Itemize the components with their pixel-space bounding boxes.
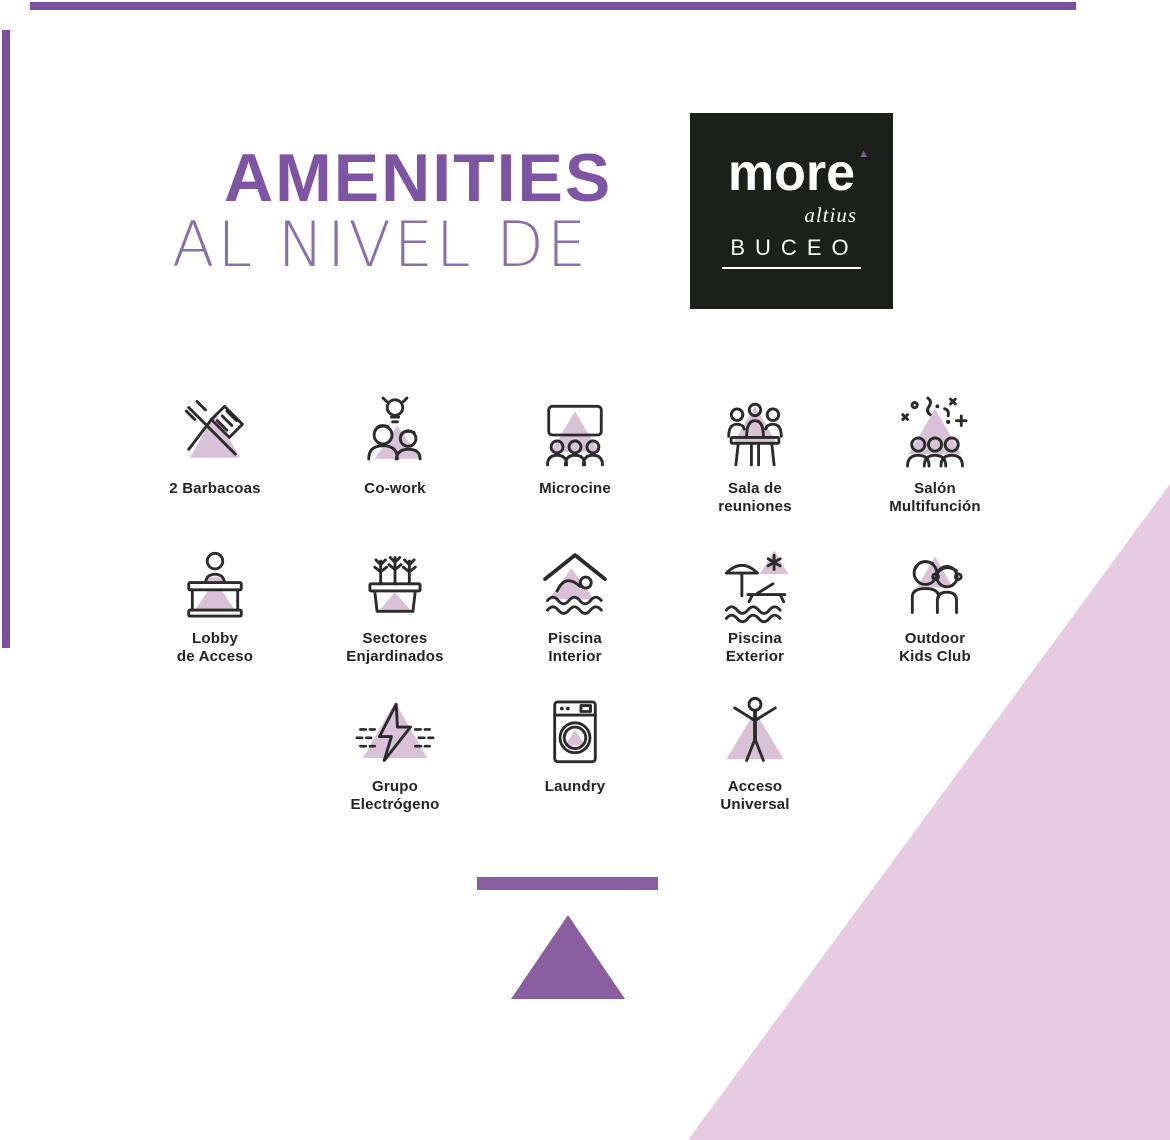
amenity-label-line: Piscina [728, 630, 782, 647]
left-accent-bar [2, 30, 10, 648]
kids-club-icon [892, 542, 978, 628]
amenity-label-line: Salón [914, 480, 956, 497]
amenity-label [346, 630, 443, 666]
amenity-item [485, 690, 665, 814]
generator-icon [352, 690, 438, 776]
logo-more-wordmark: more ▲ [727, 144, 870, 202]
amenity-label-line: Interior [548, 648, 602, 665]
amenity-item [125, 542, 305, 690]
amenity-label [889, 480, 981, 516]
amenity-label [364, 480, 425, 498]
meeting-room-icon [712, 392, 798, 478]
amenity-item [845, 542, 1025, 690]
amenity-label-line: Grupo [371, 778, 418, 795]
amenity-item [305, 690, 485, 814]
amenity-label-line: Microcine [539, 480, 611, 497]
amenity-label-line: Kids Club [899, 648, 971, 665]
amenity-label [351, 778, 440, 814]
divider-bar [477, 877, 658, 890]
outdoor-pool-icon [712, 542, 798, 628]
amenity-item [125, 392, 305, 542]
indoor-pool-icon [532, 542, 618, 628]
top-accent-bar [30, 2, 1076, 10]
cowork-icon [352, 392, 438, 478]
logo-triangle-icon: ▲ [858, 148, 870, 160]
brand-triangle [511, 915, 625, 999]
universal-access-icon [712, 690, 798, 776]
microcine-icon [532, 392, 618, 478]
amenity-item [665, 392, 845, 542]
amenity-label [169, 480, 260, 498]
amenity-label-line: Piscina [548, 630, 602, 647]
logo-altius-wordmark: altius [804, 203, 857, 227]
amenity-item [305, 542, 485, 690]
lobby-icon [172, 542, 258, 628]
amenity-label-line: Electrógeno [350, 796, 440, 813]
amenity-item [665, 690, 845, 814]
multipurpose-room-icon [892, 392, 978, 478]
amenity-label-line: Sala de [728, 480, 782, 497]
amenity-label [539, 480, 611, 498]
amenity-label-line: Sectores [362, 630, 428, 647]
amenity-item [485, 542, 665, 690]
amenity-label-line: Acceso [727, 778, 783, 795]
amenity-item [665, 542, 845, 690]
amenity-item [305, 392, 485, 542]
amenity-label [548, 630, 602, 666]
page-subtitle: AL NIVEL DE [172, 208, 590, 281]
amenity-label-line: Multifunción [889, 498, 981, 515]
amenity-label [726, 630, 784, 666]
amenity-label [718, 480, 791, 516]
amenity-item [845, 392, 1025, 542]
amenity-label-line: Co-work [364, 480, 426, 497]
amenity-label-line: Laundry [544, 778, 606, 795]
amenity-label [899, 630, 971, 666]
brand-logo [690, 113, 893, 309]
amenity-label [177, 630, 253, 666]
amenity-label-line: 2 Barbacoas [169, 480, 261, 497]
amenity-item [485, 392, 665, 542]
barbecue-icon [172, 392, 258, 478]
amenities-grid [125, 392, 1025, 814]
amenity-label-line: reuniones [718, 498, 792, 515]
amenity-label-line: Universal [720, 796, 790, 813]
amenity-label-line: Enjardinados [346, 648, 444, 665]
page-title: AMENITIES [224, 140, 613, 216]
amenity-label [545, 778, 606, 796]
amenity-label-line: de Acceso [176, 648, 254, 665]
logo-project-name: BUCEO [722, 235, 860, 269]
amenity-label [720, 778, 789, 814]
laundry-icon [532, 690, 618, 776]
amenity-label-line: Lobby [192, 630, 238, 647]
gardens-icon [352, 542, 438, 628]
amenity-label-line: Exterior [725, 648, 785, 665]
amenity-label-line: Outdoor [904, 630, 966, 647]
